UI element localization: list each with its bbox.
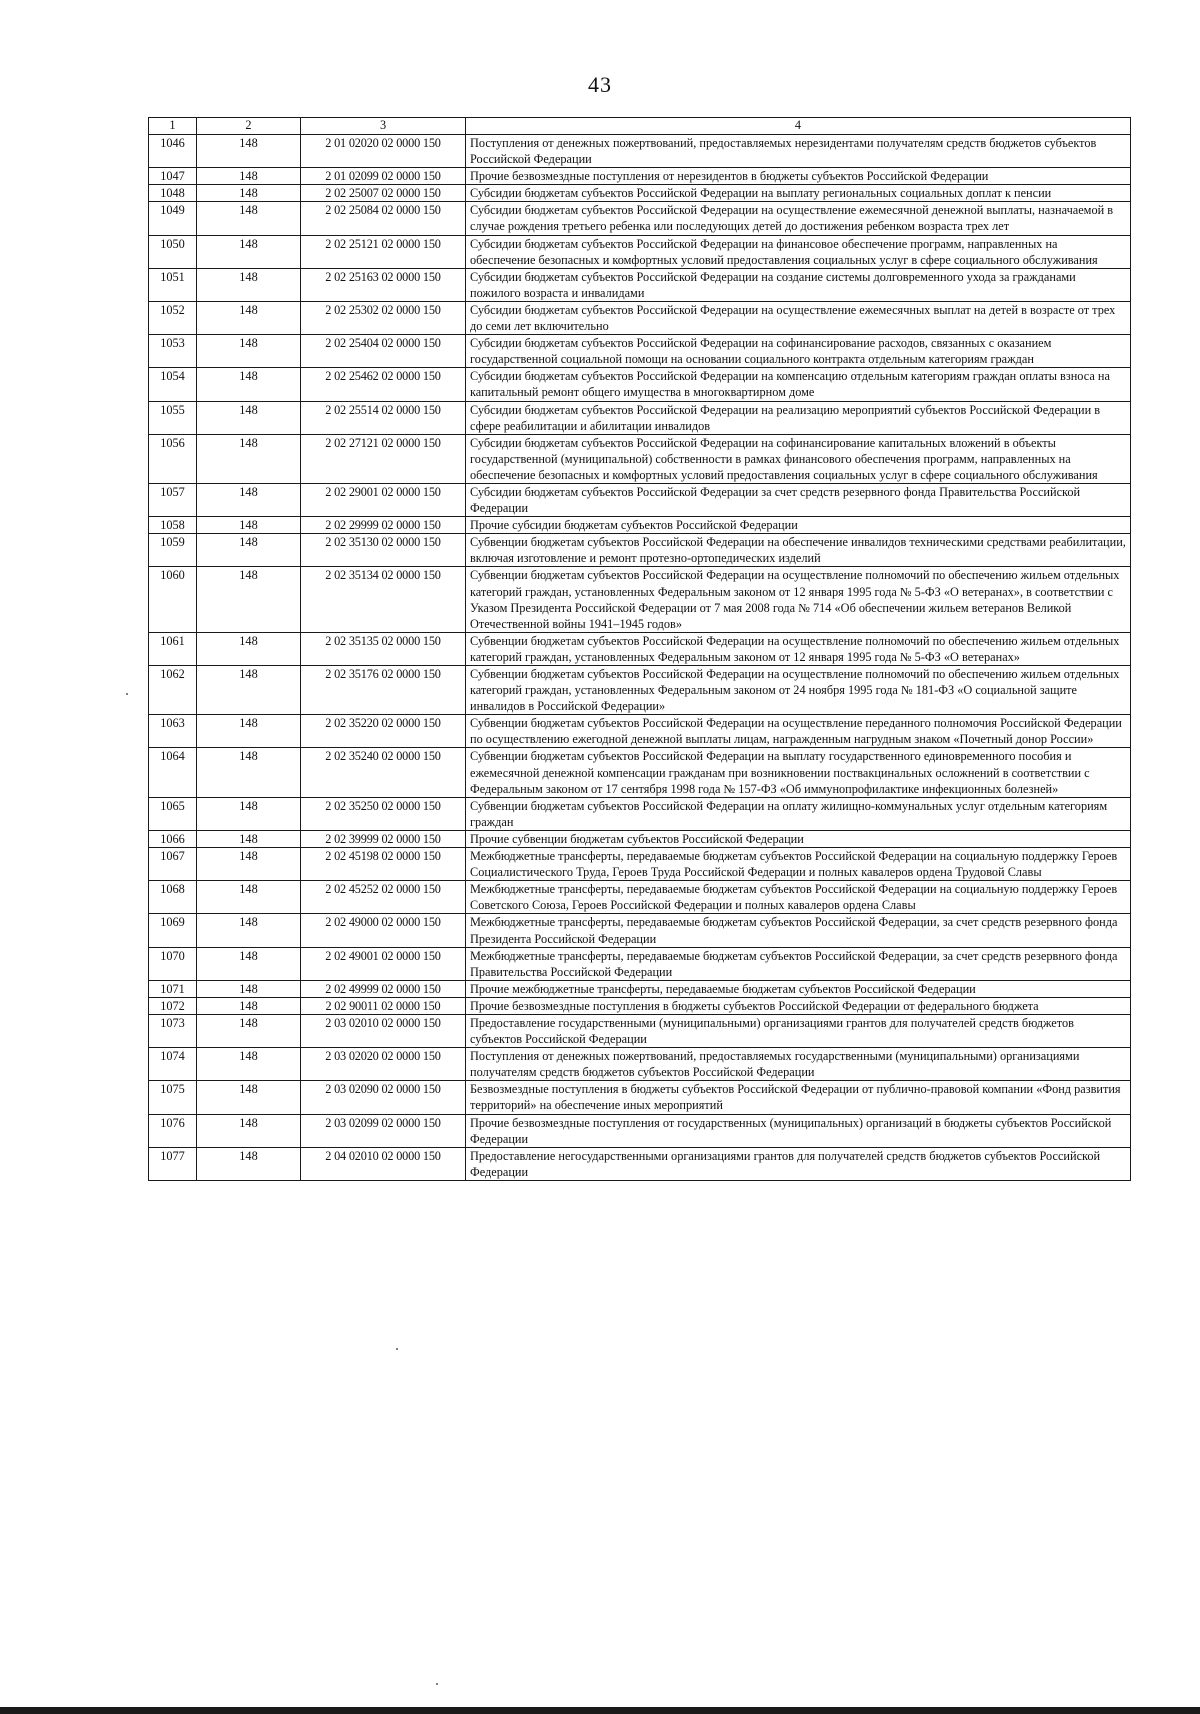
- column-header-1: 1: [149, 118, 197, 135]
- table-row: [149, 1014, 1131, 1047]
- table-row: [149, 997, 1131, 1014]
- row-number-cell: 1077: [149, 1147, 197, 1180]
- table-row: [149, 748, 1131, 797]
- table-row: [149, 185, 1131, 202]
- income-description-cell: Субвенции бюджетам субъектов Российской Федерации на осуществление переданного полномочия Российской Федерации по осуществлению ежегодной денежной выплаты лицам, награжденным нагрудным знаком «Почетный донор России»: [466, 715, 1131, 748]
- table-row: [149, 534, 1131, 567]
- table-row: [149, 483, 1131, 516]
- income-description-cell: Субсидии бюджетам субъектов Российской Федерации на выплату региональных социальных доплат к пенсии: [466, 185, 1131, 202]
- table-row: [149, 797, 1131, 830]
- admin-code-cell: 148: [197, 185, 301, 202]
- admin-code-cell: 148: [197, 1147, 301, 1180]
- table-row: [149, 202, 1131, 235]
- table-row: [149, 401, 1131, 434]
- row-number-cell: 1051: [149, 268, 197, 301]
- row-number-cell: 1056: [149, 434, 197, 483]
- budget-code-cell: 2 02 49001 02 0000 150: [301, 947, 466, 980]
- table-body: [149, 135, 1131, 1181]
- row-number-cell: 1065: [149, 797, 197, 830]
- admin-code-cell: 148: [197, 1081, 301, 1114]
- budget-code-cell: 2 02 35220 02 0000 150: [301, 715, 466, 748]
- income-description-cell: Прочие межбюджетные трансферты, передаваемые бюджетам субъектов Российской Федерации: [466, 980, 1131, 997]
- table-row: [149, 1147, 1131, 1180]
- income-description-cell: Межбюджетные трансферты, передаваемые бюджетам субъектов Российской Федерации, за счет средств резервного фонда Правительства Российской Федерации: [466, 947, 1131, 980]
- table-row: [149, 135, 1131, 168]
- row-number-cell: 1067: [149, 848, 197, 881]
- income-description-cell: Межбюджетные трансферты, передаваемые бюджетам субъектов Российской Федерации, за счет средств резервного фонда Президента Российской Федерации: [466, 914, 1131, 947]
- admin-code-cell: 148: [197, 797, 301, 830]
- income-description-cell: Субвенции бюджетам субъектов Российской Федерации на осуществление полномочий по обеспечению жильем отдельных категорий граждан, установленных Федеральным законом от 12 января 1995 года № 5-ФЗ «О ветеранах», в соответствии с Указом Президента Российской Федерации от 7 мая 2008 года № 714 «Об обеспечении жильем ветеранов Великой Отечественной войны 1941–1945 годов»: [466, 567, 1131, 632]
- row-number-cell: 1071: [149, 980, 197, 997]
- income-description-cell: Субсидии бюджетам субъектов Российской Федерации на осуществление ежемесячных выплат на детей в возрасте от трех до семи лет включительно: [466, 301, 1131, 334]
- admin-code-cell: 148: [197, 980, 301, 997]
- budget-code-cell: 2 02 90011 02 0000 150: [301, 997, 466, 1014]
- admin-code-cell: 148: [197, 268, 301, 301]
- admin-code-cell: 148: [197, 335, 301, 368]
- budget-code-cell: 2 03 02020 02 0000 150: [301, 1048, 466, 1081]
- row-number-cell: 1062: [149, 666, 197, 715]
- row-number-cell: 1052: [149, 301, 197, 334]
- income-description-cell: Межбюджетные трансферты, передаваемые бюджетам субъектов Российской Федерации на социальную поддержку Героев Социалистического Труда, Героев Труда Российской Федерации и полных кавалеров ордена Трудовой Славы: [466, 848, 1131, 881]
- budget-code-cell: 2 02 29001 02 0000 150: [301, 483, 466, 516]
- admin-code-cell: 148: [197, 881, 301, 914]
- table-row: [149, 666, 1131, 715]
- table-row: [149, 434, 1131, 483]
- row-number-cell: 1070: [149, 947, 197, 980]
- row-number-cell: 1072: [149, 997, 197, 1014]
- income-description-cell: Субсидии бюджетам субъектов Российской Федерации на компенсацию отдельным категориям граждан оплаты взноса на капитальный ремонт общего имущества в многоквартирном доме: [466, 368, 1131, 401]
- table-row: [149, 881, 1131, 914]
- row-number-cell: 1059: [149, 534, 197, 567]
- income-description-cell: Субсидии бюджетам субъектов Российской Федерации на осуществление ежемесячной денежной выплаты, назначаемой в случае рождения третьего ребенка или последующих детей до достижения ребенком возраста трех лет: [466, 202, 1131, 235]
- income-description-cell: Субсидии бюджетам субъектов Российской Федерации на создание системы долговременного ухода за гражданами пожилого возраста и инвалидами: [466, 268, 1131, 301]
- budget-code-cell: 2 02 35176 02 0000 150: [301, 666, 466, 715]
- income-description-cell: Субсидии бюджетам субъектов Российской Федерации на софинансирование расходов, связанных с оказанием государственной социальной помощи на основании социального контракта отдельным категориям граждан: [466, 335, 1131, 368]
- scan-speck: [436, 1683, 438, 1685]
- row-number-cell: 1057: [149, 483, 197, 516]
- admin-code-cell: 148: [197, 1048, 301, 1081]
- income-description-cell: Поступления от денежных пожертвований, предоставляемых государственными (муниципальными) организациями получателям средств бюджетов субъектов Российской Федерации: [466, 1048, 1131, 1081]
- table-header: [149, 118, 1131, 135]
- row-number-cell: 1055: [149, 401, 197, 434]
- row-number-cell: 1069: [149, 914, 197, 947]
- table-row: [149, 301, 1131, 334]
- budget-code-cell: 2 02 25121 02 0000 150: [301, 235, 466, 268]
- budget-code-cell: 2 01 02099 02 0000 150: [301, 168, 466, 185]
- admin-code-cell: 148: [197, 666, 301, 715]
- row-number-cell: 1050: [149, 235, 197, 268]
- income-description-cell: Субвенции бюджетам субъектов Российской Федерации на оплату жилищно-коммунальных услуг отдельным категориям граждан: [466, 797, 1131, 830]
- income-description-cell: Безвозмездные поступления в бюджеты субъектов Российской Федерации от публично-правовой компании «Фонд развития территорий» на обеспечение иных мероприятий: [466, 1081, 1131, 1114]
- row-number-cell: 1068: [149, 881, 197, 914]
- budget-code-cell: 2 03 02010 02 0000 150: [301, 1014, 466, 1047]
- table-row: [149, 268, 1131, 301]
- column-header-3: 3: [301, 118, 466, 135]
- row-number-cell: 1063: [149, 715, 197, 748]
- row-number-cell: 1049: [149, 202, 197, 235]
- row-number-cell: 1060: [149, 567, 197, 632]
- table-row: [149, 830, 1131, 847]
- income-description-cell: Субвенции бюджетам субъектов Российской Федерации на осуществление полномочий по обеспечению жильем отдельных категорий граждан, установленных Федеральным законом от 12 января 1995 года № 5-ФЗ «О ветеранах»: [466, 632, 1131, 665]
- row-number-cell: 1064: [149, 748, 197, 797]
- admin-code-cell: 148: [197, 997, 301, 1014]
- income-description-cell: Субвенции бюджетам субъектов Российской Федерации на осуществление полномочий по обеспечению жильем отдельных категорий граждан, установленных Федеральным законом от 24 ноября 1995 года № 181-ФЗ «О социальной защите инвалидов в Российской Федерации»: [466, 666, 1131, 715]
- admin-code-cell: 148: [197, 401, 301, 434]
- budget-code-cell: 2 02 45198 02 0000 150: [301, 848, 466, 881]
- row-number-cell: 1076: [149, 1114, 197, 1147]
- admin-code-cell: 148: [197, 567, 301, 632]
- table-row: [149, 335, 1131, 368]
- table-row: [149, 980, 1131, 997]
- admin-code-cell: 148: [197, 848, 301, 881]
- row-number-cell: 1048: [149, 185, 197, 202]
- admin-code-cell: 148: [197, 830, 301, 847]
- budget-code-cell: 2 02 35134 02 0000 150: [301, 567, 466, 632]
- income-description-cell: Субсидии бюджетам субъектов Российской Федерации на софинансирование капитальных вложений в объекты государственной (муниципальной) собственности в рамках финансового обеспечения программ, направленных на обеспечение безопасных и комфортных условий предоставления социальных услуг в сфере социального обслуживания: [466, 434, 1131, 483]
- budget-code-cell: 2 02 25163 02 0000 150: [301, 268, 466, 301]
- budget-code-cell: 2 02 25007 02 0000 150: [301, 185, 466, 202]
- income-description-cell: Прочие субсидии бюджетам субъектов Российской Федерации: [466, 517, 1131, 534]
- column-header-2: 2: [197, 118, 301, 135]
- income-description-cell: Поступления от денежных пожертвований, предоставляемых нерезидентами получателям средств бюджетов субъектов Российской Федерации: [466, 135, 1131, 168]
- row-number-cell: 1075: [149, 1081, 197, 1114]
- budget-code-cell: 2 01 02020 02 0000 150: [301, 135, 466, 168]
- admin-code-cell: 148: [197, 534, 301, 567]
- income-description-cell: Субсидии бюджетам субъектов Российской Федерации на финансовое обеспечение программ, направленных на обеспечение безопасных и комфортных условий предоставления социальных услуг в сфере социального обслуживания: [466, 235, 1131, 268]
- budget-code-cell: 2 02 27121 02 0000 150: [301, 434, 466, 483]
- budget-code-cell: 2 02 49999 02 0000 150: [301, 980, 466, 997]
- budget-code-cell: 2 04 02010 02 0000 150: [301, 1147, 466, 1180]
- budget-code-cell: 2 02 25302 02 0000 150: [301, 301, 466, 334]
- page-number: 43: [588, 72, 612, 97]
- income-description-cell: Прочие безвозмездные поступления от нерезидентов в бюджеты субъектов Российской Федерации: [466, 168, 1131, 185]
- row-number-cell: 1074: [149, 1048, 197, 1081]
- table-row: [149, 632, 1131, 665]
- admin-code-cell: 148: [197, 235, 301, 268]
- row-number-cell: 1073: [149, 1014, 197, 1047]
- admin-code-cell: 148: [197, 301, 301, 334]
- admin-code-cell: 148: [197, 434, 301, 483]
- table-row: [149, 168, 1131, 185]
- table-row: [149, 715, 1131, 748]
- table-row: [149, 567, 1131, 632]
- income-description-cell: Предоставление государственными (муниципальными) организациями грантов для получателей средств бюджетов субъектов Российской Федерации: [466, 1014, 1131, 1047]
- admin-code-cell: 148: [197, 715, 301, 748]
- admin-code-cell: 148: [197, 517, 301, 534]
- admin-code-cell: 148: [197, 202, 301, 235]
- admin-code-cell: 148: [197, 1014, 301, 1047]
- income-description-cell: Субсидии бюджетам субъектов Российской Федерации за счет средств резервного фонда Правительства Российской Федерации: [466, 483, 1131, 516]
- budget-code-cell: 2 02 39999 02 0000 150: [301, 830, 466, 847]
- admin-code-cell: 148: [197, 168, 301, 185]
- budget-code-cell: 2 02 35130 02 0000 150: [301, 534, 466, 567]
- table-row: [149, 1081, 1131, 1114]
- income-description-cell: Межбюджетные трансферты, передаваемые бюджетам субъектов Российской Федерации на социальную поддержку Героев Советского Союза, Героев Российской Федерации и полных кавалеров ордена Славы: [466, 881, 1131, 914]
- table-row: [149, 235, 1131, 268]
- budget-code-cell: 2 02 35250 02 0000 150: [301, 797, 466, 830]
- table-row: [149, 848, 1131, 881]
- row-number-cell: 1053: [149, 335, 197, 368]
- admin-code-cell: 148: [197, 748, 301, 797]
- row-number-cell: 1046: [149, 135, 197, 168]
- row-number-cell: 1047: [149, 168, 197, 185]
- admin-code-cell: 148: [197, 947, 301, 980]
- table-row: [149, 914, 1131, 947]
- budget-code-cell: 2 03 02099 02 0000 150: [301, 1114, 466, 1147]
- row-number-cell: 1066: [149, 830, 197, 847]
- scan-speck: [126, 693, 128, 695]
- budget-code-cell: 2 02 45252 02 0000 150: [301, 881, 466, 914]
- income-description-cell: Субсидии бюджетам субъектов Российской Федерации на реализацию мероприятий субъектов Российской Федерации в сфере реабилитации и абилитации инвалидов: [466, 401, 1131, 434]
- admin-code-cell: 148: [197, 632, 301, 665]
- income-description-cell: Субвенции бюджетам субъектов Российской Федерации на выплату государственного единовременного пособия и ежемесячной денежной компенсации гражданам при возникновении поствакцинальных осложнений в соответствии с Федеральным законом от 17 сентября 1998 года № 157-ФЗ «Об иммунопрофилактике инфекционных болезней»: [466, 748, 1131, 797]
- income-description-cell: Прочие безвозмездные поступления в бюджеты субъектов Российской Федерации от федерального бюджета: [466, 997, 1131, 1014]
- row-number-cell: 1061: [149, 632, 197, 665]
- scan-speck: [396, 1348, 398, 1350]
- budget-code-cell: 2 02 35135 02 0000 150: [301, 632, 466, 665]
- table-row: [149, 1114, 1131, 1147]
- budget-classification-table: [148, 117, 1131, 1181]
- budget-code-cell: 2 03 02090 02 0000 150: [301, 1081, 466, 1114]
- scan-border: [0, 1707, 1200, 1714]
- income-description-cell: Субвенции бюджетам субъектов Российской Федерации на обеспечение инвалидов техническими средствами реабилитации, включая изготовление и ремонт протезно-ортопедических изделий: [466, 534, 1131, 567]
- admin-code-cell: 148: [197, 483, 301, 516]
- budget-code-cell: 2 02 25084 02 0000 150: [301, 202, 466, 235]
- income-description-cell: Предоставление негосударственными организациями грантов для получателей средств бюджетов субъектов Российской Федерации: [466, 1147, 1131, 1180]
- table-row: [149, 947, 1131, 980]
- budget-code-cell: 2 02 35240 02 0000 150: [301, 748, 466, 797]
- admin-code-cell: 148: [197, 914, 301, 947]
- budget-code-cell: 2 02 25462 02 0000 150: [301, 368, 466, 401]
- column-header-4: 4: [466, 118, 1131, 135]
- budget-code-cell: 2 02 29999 02 0000 150: [301, 517, 466, 534]
- budget-code-cell: 2 02 25514 02 0000 150: [301, 401, 466, 434]
- table-row: [149, 1048, 1131, 1081]
- header-row: [149, 118, 1131, 135]
- row-number-cell: 1054: [149, 368, 197, 401]
- table-row: [149, 517, 1131, 534]
- admin-code-cell: 148: [197, 135, 301, 168]
- budget-code-cell: 2 02 25404 02 0000 150: [301, 335, 466, 368]
- budget-code-cell: 2 02 49000 02 0000 150: [301, 914, 466, 947]
- income-description-cell: Прочие субвенции бюджетам субъектов Российской Федерации: [466, 830, 1131, 847]
- table-row: [149, 368, 1131, 401]
- admin-code-cell: 148: [197, 368, 301, 401]
- row-number-cell: 1058: [149, 517, 197, 534]
- income-description-cell: Прочие безвозмездные поступления от государственных (муниципальных) организаций в бюджеты субъектов Российской Федерации: [466, 1114, 1131, 1147]
- admin-code-cell: 148: [197, 1114, 301, 1147]
